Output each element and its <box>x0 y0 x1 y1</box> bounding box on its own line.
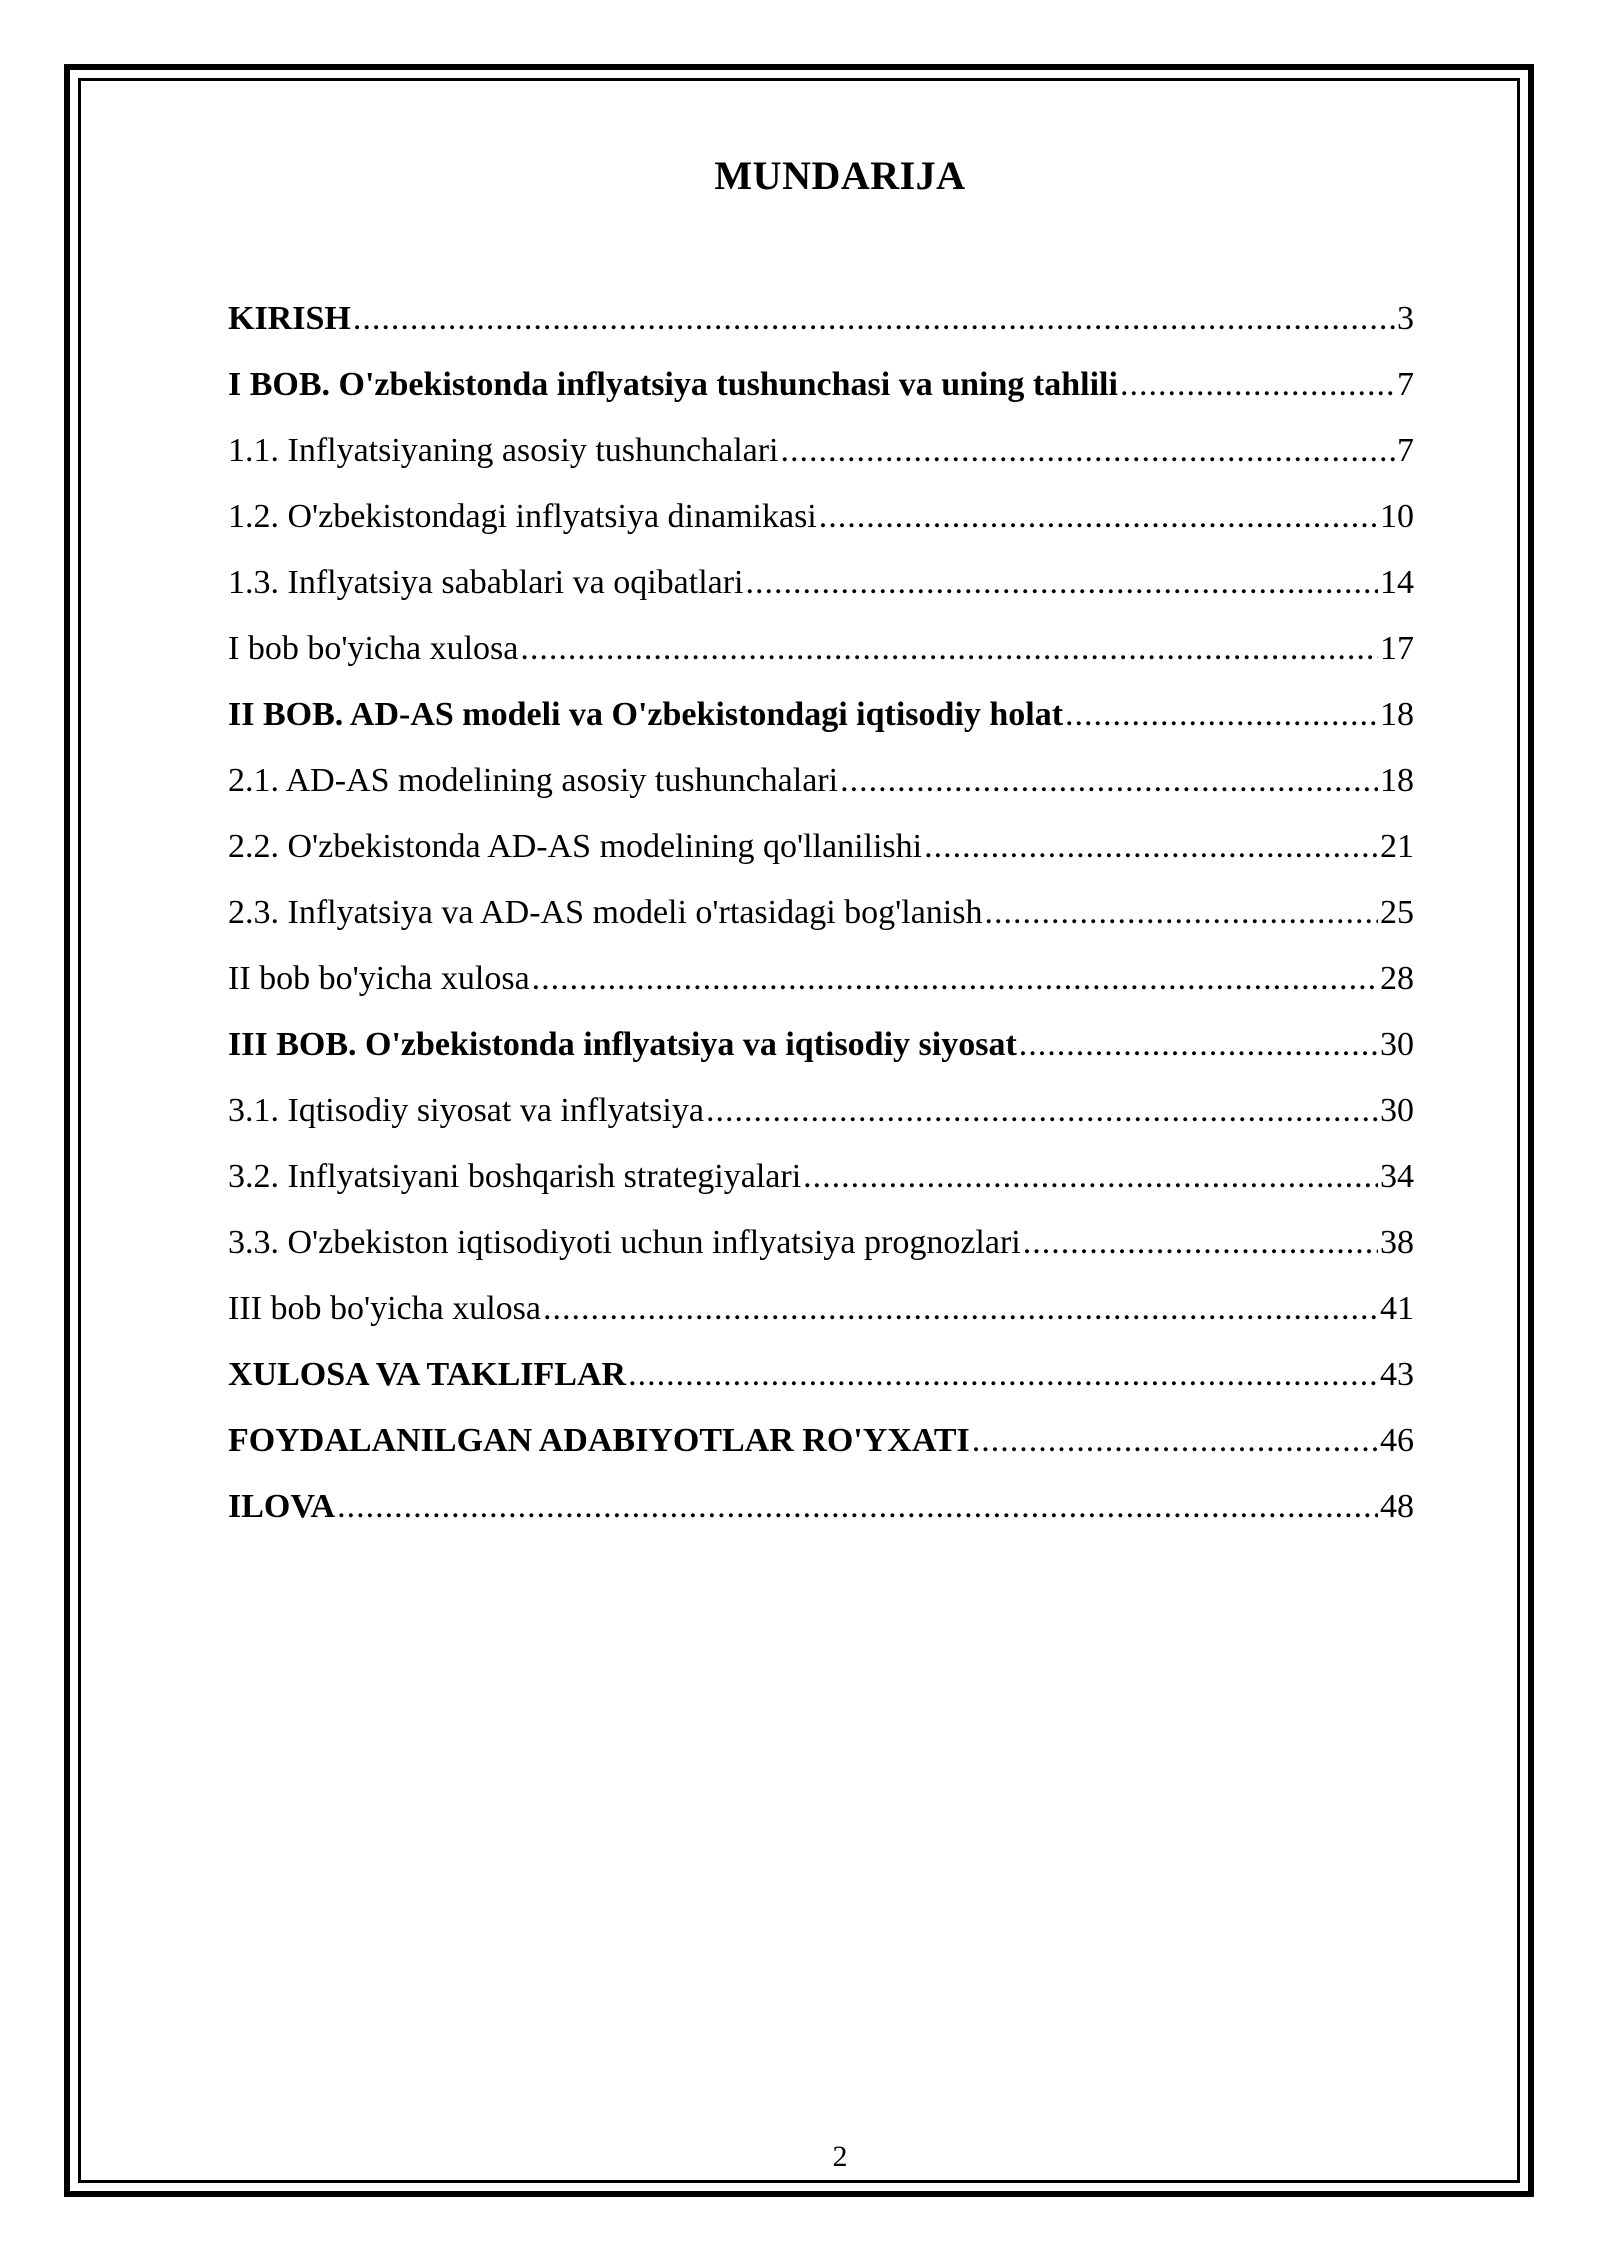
toc-entry <box>228 555 1414 621</box>
toc-dot-leader <box>840 753 1378 809</box>
toc-entry-page: 28 <box>1380 960 1414 997</box>
toc-entry-page: 25 <box>1380 894 1414 931</box>
table-of-contents <box>228 291 1414 1545</box>
toc-entry-label: 3.3. O'zbekiston iqtisodiyoti uchun inflyatsiya prognozlari <box>228 1224 1021 1261</box>
toc-entry-label: 2.3. Inflyatsiya va AD-AS modeli o'rtasidagi bog'lanish <box>228 894 983 931</box>
toc-entry <box>228 1215 1414 1281</box>
toc-dot-leader <box>1065 687 1378 743</box>
toc-entry <box>228 753 1414 819</box>
toc-entry-label: III bob bo'yicha xulosa <box>228 1290 541 1327</box>
toc-entry-page: 38 <box>1380 1224 1414 1261</box>
toc-entry <box>228 1083 1414 1149</box>
toc-entry-page: 18 <box>1380 762 1414 799</box>
toc-dot-leader <box>1120 357 1395 413</box>
toc-entry-page: 41 <box>1380 1290 1414 1327</box>
toc-entry <box>228 621 1414 687</box>
toc-entry <box>228 357 1414 423</box>
toc-dot-leader <box>924 819 1378 875</box>
toc-entry <box>228 423 1414 489</box>
toc-entry <box>228 1017 1414 1083</box>
toc-entry <box>228 819 1414 885</box>
toc-entry <box>228 951 1414 1017</box>
toc-entry-label: 2.2. O'zbekistonda AD-AS modelining qo'llanilishi <box>228 828 923 865</box>
toc-entry <box>228 291 1414 357</box>
toc-entry-label: II BOB. AD-AS modeli va O'zbekistondagi iqtisodiy holat <box>228 696 1064 733</box>
toc-entry-page: 17 <box>1380 630 1414 667</box>
page-title: MUNDARIJA <box>714 153 966 198</box>
toc-entry-page: 21 <box>1380 828 1414 865</box>
toc-dot-leader <box>520 621 1378 677</box>
toc-entry <box>228 687 1414 753</box>
page-number: 2 <box>832 2140 848 2173</box>
toc-dot-leader <box>1023 1215 1378 1271</box>
toc-entry-page: 3 <box>1397 300 1414 337</box>
toc-dot-leader <box>803 1149 1378 1205</box>
toc-entry-label: ILOVA <box>228 1488 336 1525</box>
toc-entry <box>228 489 1414 555</box>
toc-dot-leader <box>706 1083 1378 1139</box>
toc-entry-label: I bob bo'yicha xulosa <box>228 630 519 667</box>
toc-entry-label: II bob bo'yicha xulosa <box>228 960 530 997</box>
toc-entry <box>228 1347 1414 1413</box>
toc-entry-page: 10 <box>1380 498 1414 535</box>
toc-entry-label: 3.2. Inflyatsiyani boshqarish strategiyalari <box>228 1158 802 1195</box>
toc-entry <box>228 885 1414 951</box>
toc-entry-label: III BOB. O'zbekistonda inflyatsiya va iqtisodiy siyosat <box>228 1026 1017 1063</box>
toc-dot-leader <box>984 885 1378 941</box>
toc-entry-label: XULOSA VA TAKLIFLAR <box>228 1356 627 1393</box>
toc-entry-page: 34 <box>1380 1158 1414 1195</box>
toc-entry-label: 2.1. AD-AS modelining asosiy tushunchalari <box>228 762 839 799</box>
toc-entry-page: 30 <box>1380 1092 1414 1129</box>
toc-entry-page: 46 <box>1380 1422 1414 1459</box>
toc-dot-leader <box>543 1281 1378 1337</box>
toc-entry-label: 1.1. Inflyatsiyaning asosiy tushunchalari <box>228 432 779 469</box>
toc-dot-leader <box>972 1413 1378 1469</box>
toc-dot-leader <box>819 489 1378 545</box>
toc-entry-label: 3.1. Iqtisodiy siyosat va inflyatsiya <box>228 1092 704 1129</box>
toc-entry-label: 1.3. Inflyatsiya sabablari va oqibatlari <box>228 564 744 601</box>
toc-dot-leader <box>746 555 1379 611</box>
toc-entry-label: FOYDALANILGAN ADABIYOTLAR RO'YXATI <box>228 1422 970 1459</box>
toc-entry <box>228 1149 1414 1215</box>
toc-entry-page: 30 <box>1380 1026 1414 1063</box>
toc-dot-leader <box>532 951 1378 1007</box>
toc-dot-leader <box>353 291 1395 347</box>
toc-dot-leader <box>628 1347 1378 1403</box>
toc-entry-label: I BOB. O'zbekistonda inflyatsiya tushunchasi va uning tahlili <box>228 366 1118 403</box>
toc-entry-page: 7 <box>1397 432 1414 469</box>
toc-entry-label: 1.2. O'zbekistondagi inflyatsiya dinamikasi <box>228 498 817 535</box>
toc-entry-page: 18 <box>1380 696 1414 733</box>
toc-entry-page: 14 <box>1380 564 1414 601</box>
toc-dot-leader <box>337 1479 1378 1535</box>
toc-entry <box>228 1479 1414 1545</box>
toc-entry-page: 43 <box>1380 1356 1414 1393</box>
toc-entry <box>228 1281 1414 1347</box>
toc-entry-label: KIRISH <box>228 300 351 337</box>
toc-entry-page: 48 <box>1380 1488 1414 1525</box>
toc-dot-leader <box>781 423 1395 479</box>
toc-entry-page: 7 <box>1397 366 1414 403</box>
toc-dot-leader <box>1019 1017 1378 1073</box>
toc-entry <box>228 1413 1414 1479</box>
